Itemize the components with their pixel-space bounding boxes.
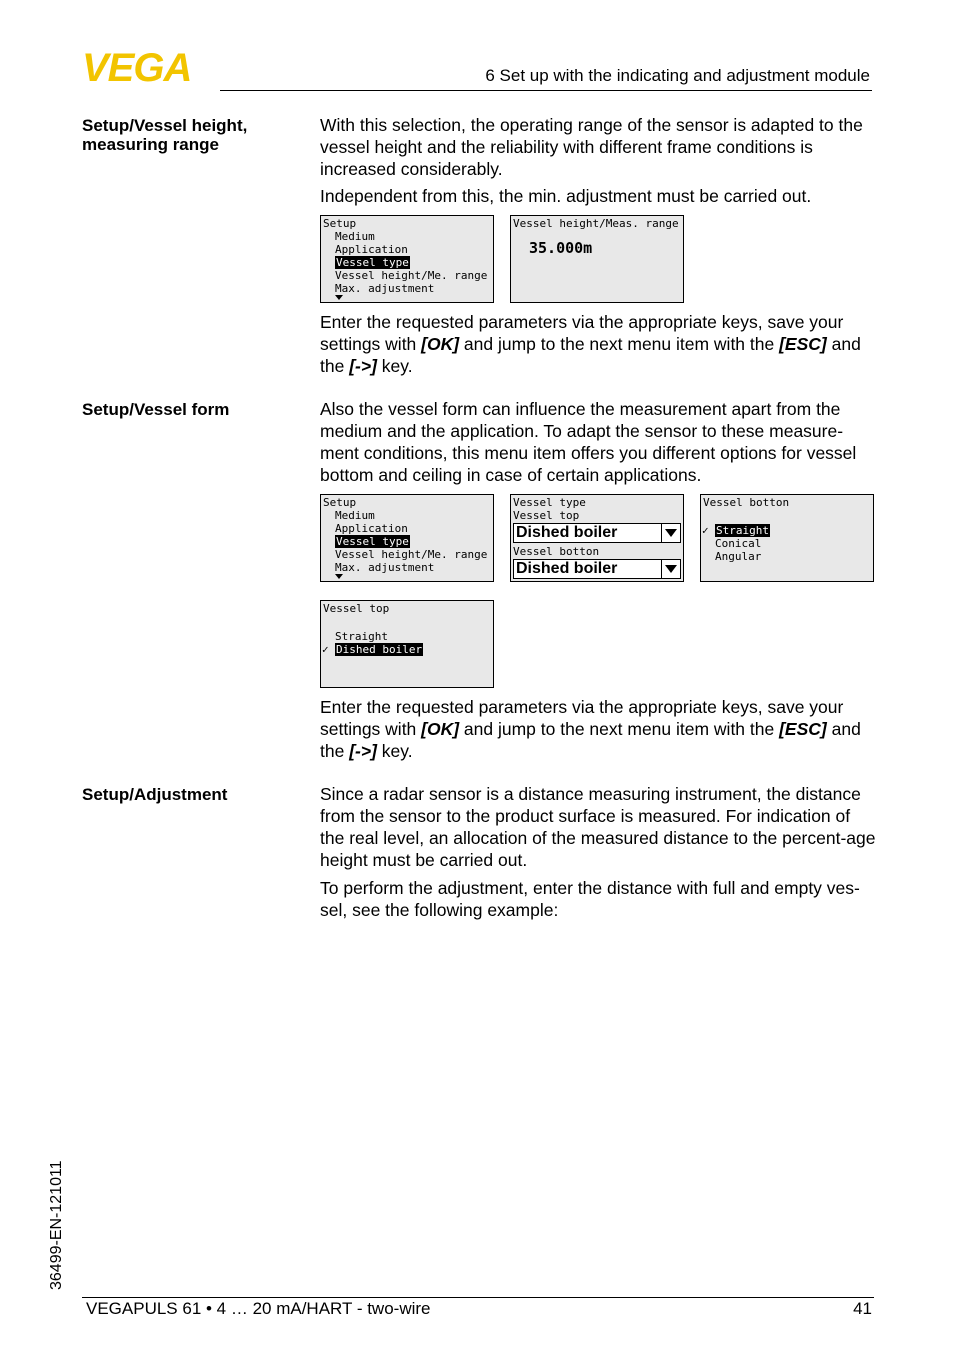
height-value: 35.000m [529,239,593,257]
section-label-adjustment: Setup/Adjustment [82,785,228,804]
section-label-vessel-height: Setup/Vessel height, measuring range [82,116,248,154]
menu-item: Application [335,243,408,256]
footer-divider [82,1297,874,1298]
menu-item: Medium [335,230,375,243]
option-selected: Dished boiler [336,643,423,656]
dropdown-arrow-icon [661,524,680,542]
screen-title: Vessel type [513,496,586,509]
display-setup-menu [320,215,494,303]
menu-item: Vessel height/Me. range [335,269,488,282]
footer-product: VEGAPULS 61 • 4 … 20 mA/HART - two-wire [86,1299,431,1318]
logo-text: VEGA [82,50,192,84]
screen-title: Setup [323,496,357,509]
screen-title: Vessel botton [703,496,790,509]
section-label-vessel-form: Setup/Vessel form [82,400,230,419]
paragraph: To perform the adjustment, enter the distance with full and empty ves-sel, see the following example: [320,878,860,920]
instruction-paragraph: Enter the requested parameters via the appropriate keys, save your settings with [OK] and jump to the next menu item with the [ESC] and the [->] key. [320,312,861,376]
paragraph: Since a radar sensor is a distance measuring instrument, the distance from the sensor to the product surface is measured. For indication of the real level, an allocation of the measured distance to the percent-age height must be carried out. [320,784,876,870]
vessel-bottom-label: Vessel botton [513,545,600,558]
checkmark-icon: ✓ [702,524,709,537]
menu-item: Vessel height/Me. range [335,548,488,561]
display-vessel-bottom [700,494,874,582]
menu-item: Max. adjustment [335,561,435,574]
option: Angular [715,550,762,563]
menu-item: Application [335,522,408,535]
scroll-down-icon [335,574,343,579]
screen-title: Vessel top [323,602,390,615]
option-selected: Straight [716,524,769,537]
menu-item-selected: Vessel type [336,256,409,269]
dropdown-arrow-icon [661,560,680,578]
menu-item: Medium [335,509,375,522]
vega-logo [82,50,212,84]
dropdown-value: Dished boiler [516,524,618,541]
header-divider [220,90,872,91]
menu-item-selected: Vessel type [336,535,409,548]
vessel-top-dropdown [513,523,681,543]
page-number: 41 [853,1299,872,1318]
instruction-paragraph: Enter the requested parameters via the appropriate keys, save your settings with [OK] and jump to the next menu item with the [ESC] and the [->] key. [320,697,861,761]
scroll-down-icon [335,295,343,300]
paragraph: Independent from this, the min. adjustment must be carried out. [320,186,812,206]
display-vessel-height [510,215,684,303]
screen-title: Vessel height/Meas. range [513,217,679,230]
option: Conical [715,537,762,550]
dropdown-value: Dished boiler [516,560,618,577]
display-vessel-top [320,600,494,688]
paragraph: Also the vessel form can influence the measurement apart from the medium and the application. To adapt the sensor to these measure-ment conditions, this menu item offers you different options for vessel bottom and ceiling in case of certain applications. [320,399,857,485]
screen-title: Setup [323,217,357,230]
option: Straight [335,630,388,643]
display-setup-menu [320,494,494,582]
paragraph: With this selection, the operating range of the sensor is adapted to the vessel height and the reliability with different frame conditions is increased considerably. [320,115,863,179]
menu-item: Max. adjustment [335,282,435,295]
vessel-top-label: Vessel top [513,509,580,522]
document-code: 36499-EN-121011 [48,1160,65,1290]
display-vessel-type [510,494,684,582]
header-section-title: 6 Set up with the indicating and adjustment module [485,66,870,85]
vessel-bottom-dropdown [513,559,681,579]
checkmark-icon: ✓ [322,643,329,656]
